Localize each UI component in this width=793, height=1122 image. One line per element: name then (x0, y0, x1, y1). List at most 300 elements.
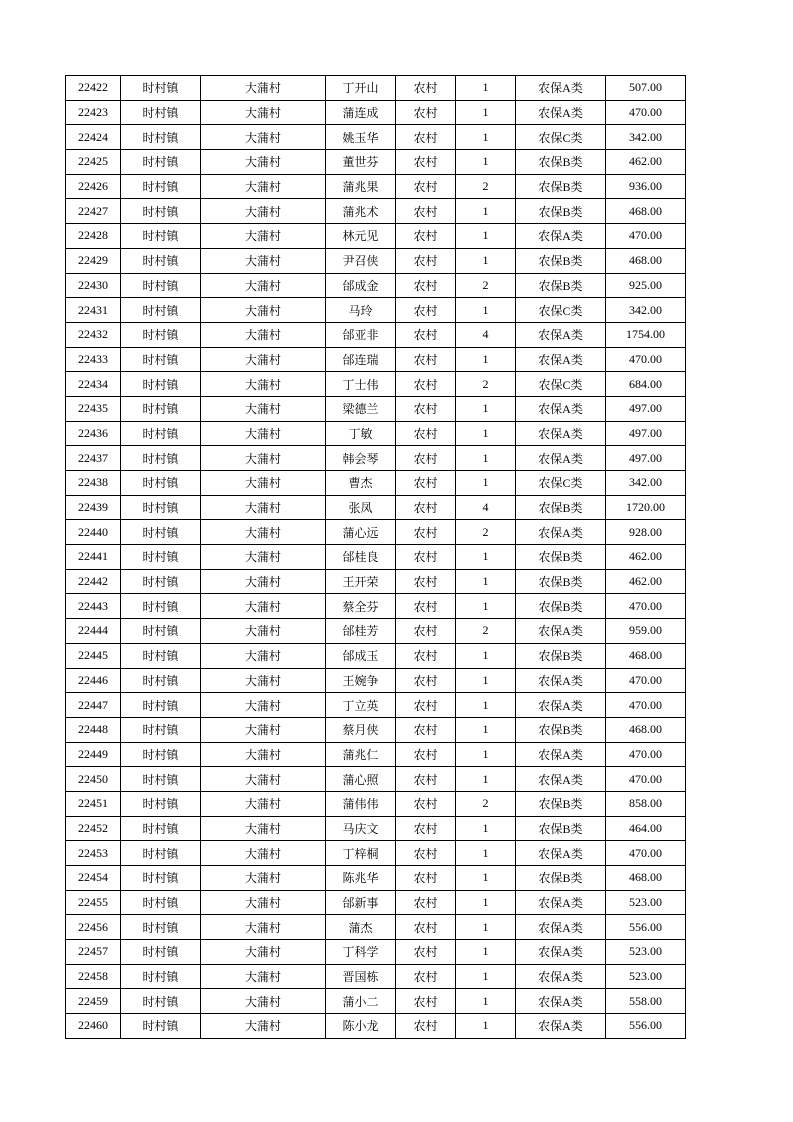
cell-amount: 556.00 (606, 915, 686, 940)
cell-id: 22459 (66, 989, 121, 1014)
cell-name: 陈小龙 (326, 1014, 396, 1039)
cell-amount: 928.00 (606, 520, 686, 545)
cell-town: 时村镇 (121, 224, 201, 249)
cell-id: 22440 (66, 520, 121, 545)
cell-amount: 470.00 (606, 100, 686, 125)
cell-count: 1 (456, 816, 516, 841)
table-row (66, 717, 686, 742)
table-row (66, 322, 686, 347)
cell-id: 22426 (66, 174, 121, 199)
cell-category: 农保A类 (516, 446, 606, 471)
cell-name: 邰成金 (326, 273, 396, 298)
cell-category: 农保C类 (516, 372, 606, 397)
cell-amount: 523.00 (606, 940, 686, 965)
cell-category: 农保A类 (516, 742, 606, 767)
cell-village: 大蒲村 (201, 322, 326, 347)
cell-village: 大蒲村 (201, 1014, 326, 1039)
cell-id: 22432 (66, 322, 121, 347)
cell-category: 农保C类 (516, 471, 606, 496)
cell-category: 农保A类 (516, 322, 606, 347)
cell-name: 姚玉华 (326, 125, 396, 150)
cell-count: 4 (456, 495, 516, 520)
table-row (66, 693, 686, 718)
cell-amount: 462.00 (606, 569, 686, 594)
cell-amount: 507.00 (606, 76, 686, 101)
table-row (66, 520, 686, 545)
cell-type: 农村 (396, 791, 456, 816)
cell-category: 农保A类 (516, 224, 606, 249)
cell-count: 1 (456, 76, 516, 101)
cell-type: 农村 (396, 915, 456, 940)
cell-id: 22438 (66, 471, 121, 496)
cell-village: 大蒲村 (201, 890, 326, 915)
cell-type: 农村 (396, 322, 456, 347)
cell-category: 农保A类 (516, 421, 606, 446)
cell-category: 农保A类 (516, 693, 606, 718)
cell-count: 1 (456, 668, 516, 693)
cell-count: 2 (456, 520, 516, 545)
cell-town: 时村镇 (121, 742, 201, 767)
cell-type: 农村 (396, 742, 456, 767)
table-row (66, 495, 686, 520)
cell-town: 时村镇 (121, 396, 201, 421)
cell-name: 邰连瑞 (326, 347, 396, 372)
cell-count: 1 (456, 545, 516, 570)
cell-town: 时村镇 (121, 940, 201, 965)
cell-village: 大蒲村 (201, 100, 326, 125)
cell-type: 农村 (396, 569, 456, 594)
cell-id: 22433 (66, 347, 121, 372)
cell-town: 时村镇 (121, 594, 201, 619)
cell-category: 农保B类 (516, 150, 606, 175)
cell-name: 蒲伟伟 (326, 791, 396, 816)
cell-town: 时村镇 (121, 890, 201, 915)
cell-village: 大蒲村 (201, 199, 326, 224)
table-row (66, 248, 686, 273)
cell-name: 丁梓桐 (326, 841, 396, 866)
cell-category: 农保A类 (516, 964, 606, 989)
cell-town: 时村镇 (121, 964, 201, 989)
cell-name: 马庆文 (326, 816, 396, 841)
cell-name: 林元见 (326, 224, 396, 249)
cell-amount: 468.00 (606, 866, 686, 891)
table-row (66, 125, 686, 150)
cell-type: 农村 (396, 150, 456, 175)
cell-category: 农保A类 (516, 668, 606, 693)
cell-id: 22441 (66, 545, 121, 570)
cell-count: 1 (456, 421, 516, 446)
cell-village: 大蒲村 (201, 569, 326, 594)
cell-amount: 556.00 (606, 1014, 686, 1039)
cell-type: 农村 (396, 816, 456, 841)
table-row (66, 643, 686, 668)
cell-category: 农保B类 (516, 273, 606, 298)
cell-type: 农村 (396, 199, 456, 224)
cell-id: 22435 (66, 396, 121, 421)
table-row (66, 594, 686, 619)
cell-amount: 523.00 (606, 964, 686, 989)
cell-name: 丁士伟 (326, 372, 396, 397)
cell-amount: 470.00 (606, 767, 686, 792)
cell-village: 大蒲村 (201, 545, 326, 570)
table-row (66, 1014, 686, 1039)
cell-village: 大蒲村 (201, 791, 326, 816)
cell-name: 董世芬 (326, 150, 396, 175)
cell-category: 农保B类 (516, 174, 606, 199)
cell-count: 1 (456, 989, 516, 1014)
cell-name: 丁敏 (326, 421, 396, 446)
cell-type: 农村 (396, 940, 456, 965)
cell-count: 1 (456, 471, 516, 496)
cell-category: 农保A类 (516, 619, 606, 644)
cell-village: 大蒲村 (201, 594, 326, 619)
cell-town: 时村镇 (121, 76, 201, 101)
cell-amount: 558.00 (606, 989, 686, 1014)
cell-village: 大蒲村 (201, 76, 326, 101)
cell-village: 大蒲村 (201, 940, 326, 965)
cell-amount: 342.00 (606, 298, 686, 323)
cell-name: 蒲兆术 (326, 199, 396, 224)
cell-category: 农保B类 (516, 866, 606, 891)
cell-category: 农保B类 (516, 816, 606, 841)
cell-town: 时村镇 (121, 495, 201, 520)
cell-count: 1 (456, 298, 516, 323)
cell-town: 时村镇 (121, 347, 201, 372)
cell-count: 1 (456, 866, 516, 891)
cell-name: 蔡全芬 (326, 594, 396, 619)
cell-id: 22454 (66, 866, 121, 891)
cell-name: 蒲兆仁 (326, 742, 396, 767)
cell-name: 邰成玉 (326, 643, 396, 668)
cell-name: 丁立英 (326, 693, 396, 718)
cell-town: 时村镇 (121, 643, 201, 668)
cell-amount: 470.00 (606, 841, 686, 866)
table-row (66, 471, 686, 496)
cell-town: 时村镇 (121, 471, 201, 496)
cell-count: 1 (456, 717, 516, 742)
cell-id: 22429 (66, 248, 121, 273)
cell-village: 大蒲村 (201, 742, 326, 767)
cell-town: 时村镇 (121, 125, 201, 150)
cell-village: 大蒲村 (201, 841, 326, 866)
cell-village: 大蒲村 (201, 767, 326, 792)
cell-village: 大蒲村 (201, 396, 326, 421)
table-row (66, 446, 686, 471)
cell-name: 王开荣 (326, 569, 396, 594)
cell-id: 22444 (66, 619, 121, 644)
cell-name: 丁科学 (326, 940, 396, 965)
cell-id: 22448 (66, 717, 121, 742)
cell-category: 农保A类 (516, 940, 606, 965)
table-row (66, 372, 686, 397)
cell-type: 农村 (396, 594, 456, 619)
cell-amount: 470.00 (606, 742, 686, 767)
cell-type: 农村 (396, 76, 456, 101)
cell-count: 1 (456, 742, 516, 767)
cell-type: 农村 (396, 174, 456, 199)
cell-town: 时村镇 (121, 322, 201, 347)
cell-id: 22428 (66, 224, 121, 249)
cell-id: 22425 (66, 150, 121, 175)
cell-village: 大蒲村 (201, 816, 326, 841)
cell-type: 农村 (396, 1014, 456, 1039)
cell-id: 22439 (66, 495, 121, 520)
cell-amount: 959.00 (606, 619, 686, 644)
cell-type: 农村 (396, 248, 456, 273)
cell-town: 时村镇 (121, 841, 201, 866)
cell-village: 大蒲村 (201, 668, 326, 693)
cell-count: 1 (456, 248, 516, 273)
table-row (66, 915, 686, 940)
cell-category: 农保C类 (516, 298, 606, 323)
cell-category: 农保B类 (516, 569, 606, 594)
cell-name: 蒲杰 (326, 915, 396, 940)
cell-count: 1 (456, 643, 516, 668)
cell-id: 22434 (66, 372, 121, 397)
cell-village: 大蒲村 (201, 372, 326, 397)
cell-town: 时村镇 (121, 372, 201, 397)
cell-count: 1 (456, 199, 516, 224)
cell-village: 大蒲村 (201, 471, 326, 496)
cell-town: 时村镇 (121, 1014, 201, 1039)
cell-id: 22424 (66, 125, 121, 150)
cell-amount: 470.00 (606, 347, 686, 372)
table-row (66, 224, 686, 249)
cell-town: 时村镇 (121, 717, 201, 742)
cell-id: 22449 (66, 742, 121, 767)
cell-type: 农村 (396, 717, 456, 742)
cell-type: 农村 (396, 347, 456, 372)
cell-town: 时村镇 (121, 150, 201, 175)
cell-id: 22455 (66, 890, 121, 915)
table-row (66, 940, 686, 965)
cell-name: 王婉争 (326, 668, 396, 693)
cell-amount: 468.00 (606, 248, 686, 273)
cell-count: 2 (456, 273, 516, 298)
cell-count: 1 (456, 569, 516, 594)
cell-town: 时村镇 (121, 619, 201, 644)
cell-type: 农村 (396, 841, 456, 866)
cell-village: 大蒲村 (201, 643, 326, 668)
table-row (66, 76, 686, 101)
cell-amount: 342.00 (606, 471, 686, 496)
cell-id: 22443 (66, 594, 121, 619)
cell-amount: 468.00 (606, 643, 686, 668)
table-row (66, 742, 686, 767)
cell-type: 农村 (396, 619, 456, 644)
cell-town: 时村镇 (121, 668, 201, 693)
cell-village: 大蒲村 (201, 520, 326, 545)
cell-category: 农保A类 (516, 520, 606, 545)
cell-name: 邰新事 (326, 890, 396, 915)
cell-id: 22442 (66, 569, 121, 594)
cell-village: 大蒲村 (201, 915, 326, 940)
cell-category: 农保B类 (516, 643, 606, 668)
cell-id: 22430 (66, 273, 121, 298)
cell-category: 农保A类 (516, 989, 606, 1014)
cell-name: 邰桂芳 (326, 619, 396, 644)
cell-amount: 468.00 (606, 717, 686, 742)
cell-town: 时村镇 (121, 767, 201, 792)
cell-name: 蒲连成 (326, 100, 396, 125)
cell-village: 大蒲村 (201, 989, 326, 1014)
table-row (66, 866, 686, 891)
cell-amount: 470.00 (606, 668, 686, 693)
cell-town: 时村镇 (121, 569, 201, 594)
cell-amount: 464.00 (606, 816, 686, 841)
cell-count: 2 (456, 372, 516, 397)
table-row (66, 421, 686, 446)
cell-category: 农保B类 (516, 791, 606, 816)
cell-count: 2 (456, 791, 516, 816)
cell-count: 1 (456, 940, 516, 965)
cell-name: 邰亚非 (326, 322, 396, 347)
cell-village: 大蒲村 (201, 273, 326, 298)
table-row (66, 298, 686, 323)
cell-town: 时村镇 (121, 174, 201, 199)
cell-count: 1 (456, 396, 516, 421)
cell-category: 农保A类 (516, 915, 606, 940)
cell-category: 农保B类 (516, 545, 606, 570)
cell-category: 农保A类 (516, 396, 606, 421)
cell-id: 22458 (66, 964, 121, 989)
cell-category: 农保B类 (516, 248, 606, 273)
cell-category: 农保B类 (516, 199, 606, 224)
cell-type: 农村 (396, 100, 456, 125)
cell-type: 农村 (396, 643, 456, 668)
cell-amount: 858.00 (606, 791, 686, 816)
table-row (66, 791, 686, 816)
table-row (66, 174, 686, 199)
cell-id: 22431 (66, 298, 121, 323)
cell-village: 大蒲村 (201, 174, 326, 199)
cell-amount: 684.00 (606, 372, 686, 397)
cell-village: 大蒲村 (201, 964, 326, 989)
table-row (66, 150, 686, 175)
cell-village: 大蒲村 (201, 347, 326, 372)
cell-count: 1 (456, 767, 516, 792)
cell-village: 大蒲村 (201, 866, 326, 891)
cell-type: 农村 (396, 964, 456, 989)
cell-town: 时村镇 (121, 693, 201, 718)
cell-town: 时村镇 (121, 816, 201, 841)
table-row (66, 767, 686, 792)
cell-type: 农村 (396, 890, 456, 915)
cell-town: 时村镇 (121, 915, 201, 940)
cell-category: 农保B类 (516, 717, 606, 742)
table-row (66, 100, 686, 125)
cell-type: 农村 (396, 866, 456, 891)
cell-category: 农保C类 (516, 125, 606, 150)
table-row (66, 841, 686, 866)
cell-id: 22450 (66, 767, 121, 792)
cell-town: 时村镇 (121, 248, 201, 273)
cell-id: 22445 (66, 643, 121, 668)
table-row (66, 619, 686, 644)
cell-count: 1 (456, 150, 516, 175)
cell-type: 农村 (396, 372, 456, 397)
cell-amount: 470.00 (606, 693, 686, 718)
cell-village: 大蒲村 (201, 717, 326, 742)
cell-amount: 470.00 (606, 594, 686, 619)
cell-town: 时村镇 (121, 446, 201, 471)
cell-category: 农保A类 (516, 1014, 606, 1039)
cell-amount: 523.00 (606, 890, 686, 915)
cell-name: 蒲心照 (326, 767, 396, 792)
table-row (66, 347, 686, 372)
cell-id: 22460 (66, 1014, 121, 1039)
cell-id: 22446 (66, 668, 121, 693)
table-row (66, 569, 686, 594)
cell-count: 1 (456, 1014, 516, 1039)
cell-type: 农村 (396, 693, 456, 718)
cell-amount: 468.00 (606, 199, 686, 224)
table-row (66, 890, 686, 915)
cell-village: 大蒲村 (201, 421, 326, 446)
cell-amount: 462.00 (606, 150, 686, 175)
cell-amount: 1720.00 (606, 495, 686, 520)
table-row (66, 816, 686, 841)
cell-village: 大蒲村 (201, 125, 326, 150)
cell-count: 4 (456, 322, 516, 347)
cell-village: 大蒲村 (201, 619, 326, 644)
cell-name: 邰桂良 (326, 545, 396, 570)
table-row (66, 964, 686, 989)
cell-count: 1 (456, 224, 516, 249)
cell-amount: 925.00 (606, 273, 686, 298)
cell-category: 农保A类 (516, 890, 606, 915)
table-body (66, 76, 686, 1039)
cell-type: 农村 (396, 767, 456, 792)
cell-type: 农村 (396, 224, 456, 249)
cell-count: 1 (456, 841, 516, 866)
cell-count: 1 (456, 915, 516, 940)
cell-name: 尹召侠 (326, 248, 396, 273)
cell-count: 2 (456, 174, 516, 199)
cell-count: 1 (456, 125, 516, 150)
cell-name: 蒲心远 (326, 520, 396, 545)
cell-id: 22436 (66, 421, 121, 446)
cell-category: 农保A类 (516, 100, 606, 125)
cell-village: 大蒲村 (201, 446, 326, 471)
cell-name: 张凤 (326, 495, 396, 520)
cell-type: 农村 (396, 446, 456, 471)
cell-name: 梁德兰 (326, 396, 396, 421)
cell-count: 1 (456, 890, 516, 915)
cell-type: 农村 (396, 273, 456, 298)
cell-town: 时村镇 (121, 545, 201, 570)
cell-name: 陈兆华 (326, 866, 396, 891)
cell-type: 农村 (396, 298, 456, 323)
cell-name: 韩会琴 (326, 446, 396, 471)
cell-type: 农村 (396, 989, 456, 1014)
cell-count: 2 (456, 619, 516, 644)
cell-category: 农保A类 (516, 347, 606, 372)
cell-category: 农保B类 (516, 594, 606, 619)
cell-count: 1 (456, 964, 516, 989)
cell-id: 22452 (66, 816, 121, 841)
cell-type: 农村 (396, 396, 456, 421)
cell-count: 1 (456, 446, 516, 471)
data-table (65, 75, 686, 1039)
cell-name: 丁开山 (326, 76, 396, 101)
cell-amount: 1754.00 (606, 322, 686, 347)
cell-category: 农保A类 (516, 767, 606, 792)
cell-name: 蔡月侠 (326, 717, 396, 742)
cell-category: 农保A类 (516, 841, 606, 866)
table-row (66, 545, 686, 570)
table-row (66, 668, 686, 693)
